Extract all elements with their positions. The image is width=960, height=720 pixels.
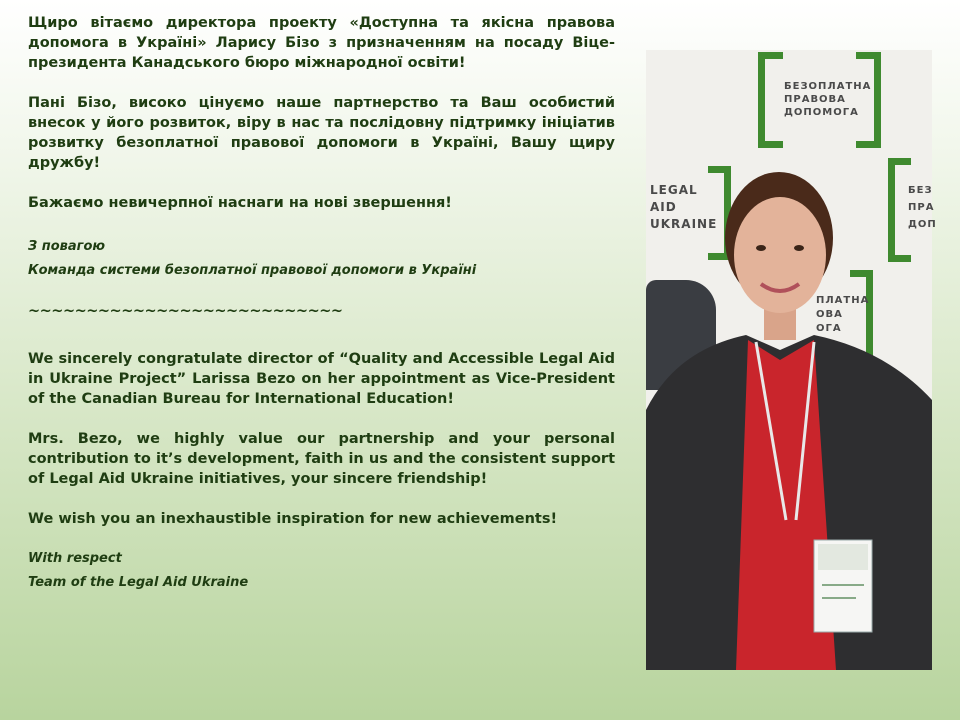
ua-closing: З повагою — [28, 239, 106, 254]
banner-logo-en: LEGAL AID UKRAINE — [650, 183, 718, 231]
ua-paragraph-3: Бажаємо невичерпної наснаги на нові звершення! — [28, 195, 452, 211]
ua-paragraph-2: Пані Бізо, високо цінуємо наше партнерство та Ваш особистий внесок у його розвиток, віру в нас та послідовну підтримку ініціатив розвитку безоплатної правової допомоги в Україні, Вашу щиру дружбу! — [28, 95, 615, 171]
separator-line: ~~~~~~~~~~~~~~~~~~~~~~~~~~~ — [28, 303, 343, 319]
en-paragraph-2: Mrs. Bezo, we highly value our partnership and your personal contribution to it’s development, faith in us and the consistent support of Legal Aid Ukraine initiatives, your sincere friendship! — [28, 431, 615, 487]
letter-text — [28, 13, 615, 593]
en-paragraph-3: We wish you an inexhaustible inspiration for new achievements! — [28, 511, 558, 527]
en-closing: With respect — [28, 551, 122, 566]
ua-team-signature: Команда системи безоплатної правової допомоги в Україні — [28, 263, 477, 278]
ua-paragraph-1: Щиро вітаємо директора проекту «Доступна та якісна правова допомога в Україні» Ларису Бізо з призначенням на посаду Віце-президента Канадського бюро міжнародної освіти! — [28, 15, 615, 71]
woman-figure — [646, 50, 932, 670]
banner-logo-ua: БЕЗОПЛАТНА ПРАВОВА ДОПОМОГА — [784, 81, 872, 118]
banner-logo-lower: ПЛАТНА ОВА ОГА — [816, 295, 870, 334]
en-paragraph-1: We sincerely congratulate director of “Quality and Accessible Legal Aid in Ukraine Project” Larissa Bezo on her appointment as Vice-President of the Canadian Bureau for International Education! — [28, 351, 615, 407]
portrait-photo — [646, 50, 937, 670]
banner-logo-ua-right: БЕЗ ПРА ДОП — [908, 185, 937, 230]
en-team-signature: Team of the Legal Aid Ukraine — [28, 575, 249, 590]
